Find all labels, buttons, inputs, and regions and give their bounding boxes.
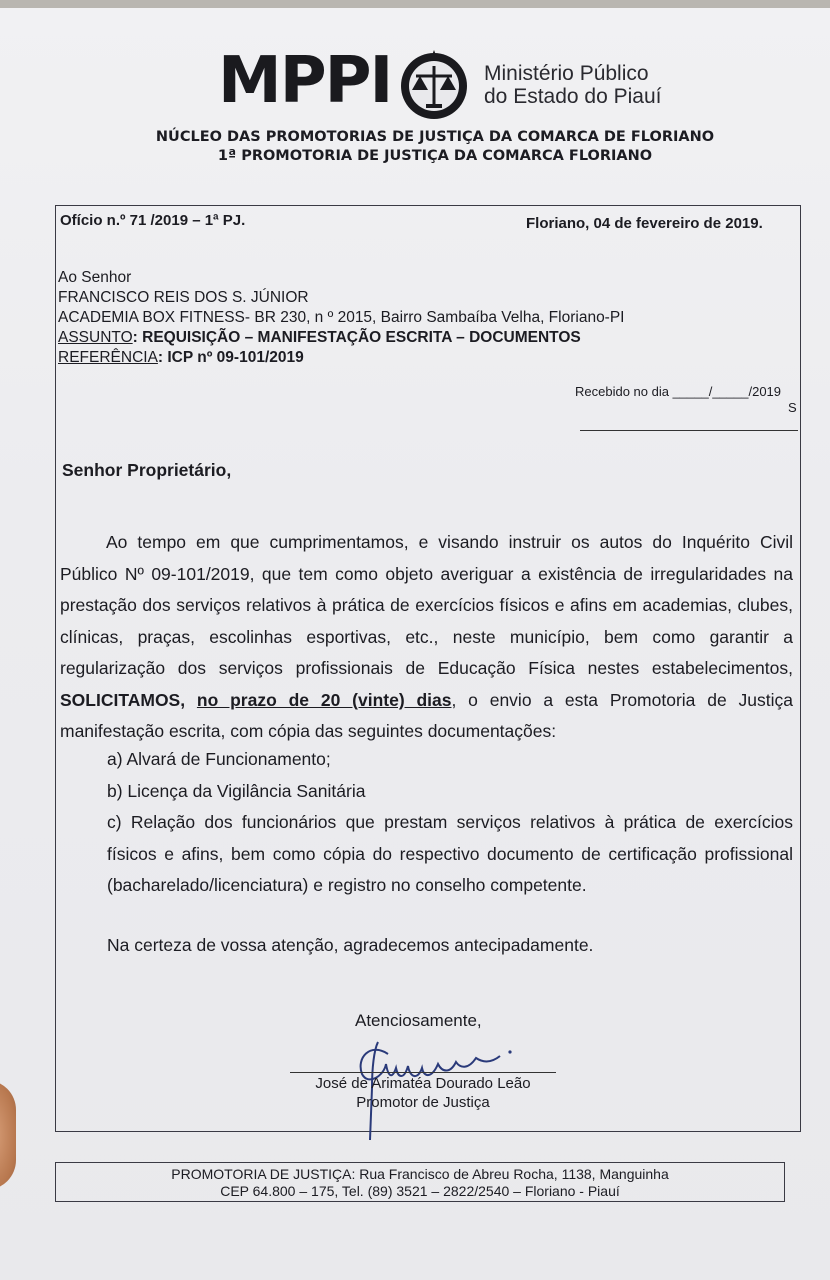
subject-label: ASSUNTO [58, 329, 133, 346]
subject-line [58, 328, 625, 348]
reference-line [58, 348, 625, 368]
scales-of-justice-icon [398, 48, 470, 120]
list-item: c) Relação dos funcionários que prestam serviços relativos à prática de exercícios físicos e afins, bem como cópia do respectivo documento de certificação profissional (bacharelado/licenciatura) e registro no conselho competente. [107, 812, 793, 895]
logo [218, 46, 678, 116]
logo-institution-line2: do Estado do Piauí [484, 85, 662, 108]
recipient-address: ACADEMIA BOX FITNESS- BR 230, n º 2015, Bairro Sambaíba Velha, Floriano-PI [58, 309, 625, 326]
body-solicitamos: SOLICITAMOS, [60, 689, 186, 710]
recipient-name: FRANCISCO REIS DOS S. JÚNIOR [58, 289, 309, 306]
oficio-number: Ofício n.º 71 /2019 – 1ª PJ. [60, 212, 246, 229]
footer-line2: CEP 64.800 – 175, Tel. (89) 3521 – 2822/2540 – Floriano - Piauí [220, 1183, 620, 1199]
reference-value: : ICP nº 09-101/2019 [157, 349, 304, 366]
reference-label: REFERÊNCIA [58, 349, 158, 366]
salutation: Senhor Proprietário, [62, 460, 232, 480]
footer-line1: PROMOTORIA DE JUSTIÇA: Rua Francisco de Abreu Rocha, 1138, Manguinha [171, 1166, 669, 1182]
body-text-part1: Ao tempo em que cumprimentamos, e visando instruir os autos do Inquérito Civil Público Nº 09-101/2019, que tem como objeto averiguar a existência de irregularidades na prestação dos serviços relativos à prática de exercícios físicos e afins em academias, clubes, clínicas, praças, escolinhas esportivas, etc., neste município, bem como garantir a regularização dos serviços profissionais de Educação Física nestes estabelecimentos, [60, 532, 793, 678]
list-item: b) Licença da Vigilância Sanitária [107, 780, 366, 801]
letterhead-line1: NÚCLEO DAS PROMOTORIAS DE JUSTIÇA DA COMARCA DE FLORIANO [155, 129, 715, 145]
letterhead [100, 128, 770, 166]
body-text-part2: , o envio a esta Promotoria de Justiça manifestação escrita, com cópia das seguintes documentações: [60, 689, 793, 741]
closing-line: Na certeza de vossa atenção, agradecemos antecipadamente. [107, 935, 594, 955]
letterhead-line2: 1ª PROMOTORIA DE JUSTIÇA DA COMARCA FLORIANO [217, 148, 653, 164]
subject-value: : REQUISIÇÃO – MANIFESTAÇÃO ESCRITA – DOCUMENTOS [132, 329, 581, 346]
signer-block [290, 1074, 556, 1112]
signer-name: José de Arimatéa Dourado Leão [315, 1075, 531, 1092]
date-city: Floriano, 04 de fevereiro de 2019. [526, 215, 763, 232]
receipt-signature-line [580, 430, 798, 431]
recipient-block [58, 268, 625, 368]
receipt-stamp [575, 384, 797, 415]
logo-institution-line1: Ministério Público [484, 62, 649, 85]
signature-line [290, 1072, 556, 1073]
body-deadline: no prazo de 20 (vinte) dias [196, 689, 452, 710]
receipt-label: Recebido no dia _____/_____/2019 [575, 384, 782, 399]
recipient-greeting: Ao Senhor [58, 269, 132, 286]
logo-wordmark: MPPI [218, 44, 392, 118]
signer-title: Promotor de Justiça [356, 1094, 490, 1111]
receipt-mark: S [788, 400, 797, 415]
list-item: a) Alvará de Funcionamento; [107, 749, 331, 769]
footer [55, 1166, 785, 1200]
signoff: Atenciosamente, [355, 1011, 482, 1030]
document-list [107, 744, 793, 902]
body-paragraph [60, 527, 793, 748]
